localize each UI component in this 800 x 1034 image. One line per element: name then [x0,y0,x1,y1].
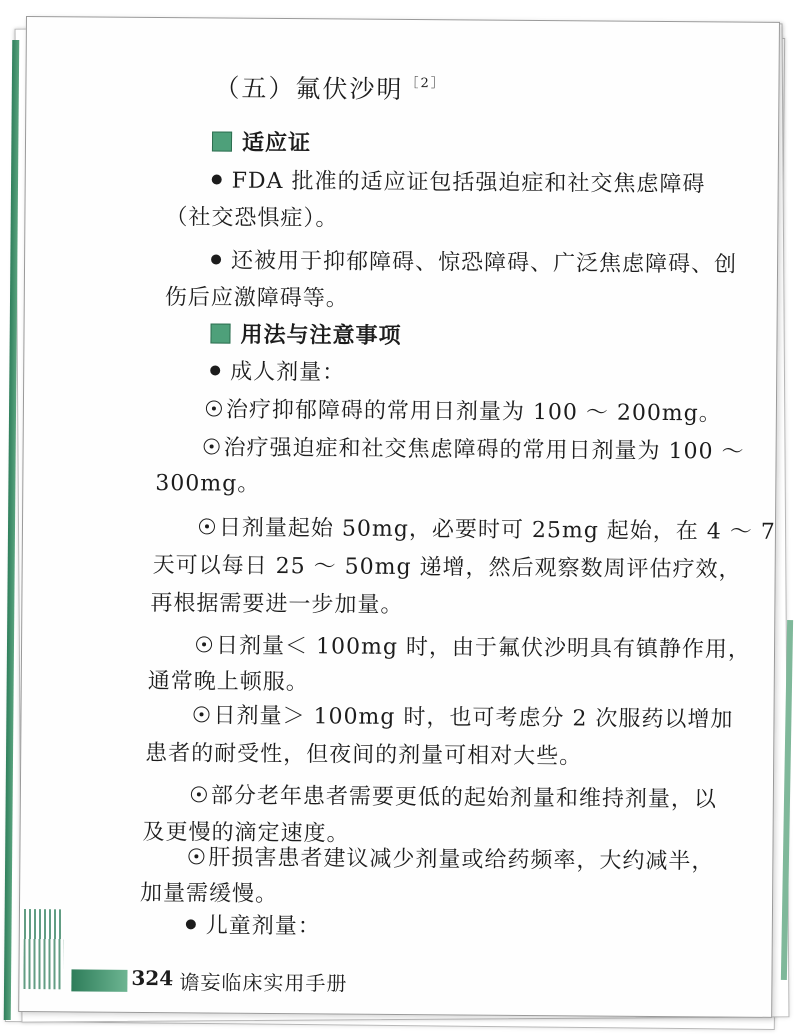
circled-dot-icon [199,518,215,534]
dose-point-4-line1: 日剂量＜ 100mg 时，由于氟伏沙明具有镇静作用， [196,628,751,663]
dose-point-1: 治疗抑郁障碍的常用日剂量为 100 ～ 200mg。 [206,392,722,427]
circled-dot-icon [204,438,220,454]
indication-item-1-line2: （社交恐惧症）。 [165,205,339,232]
dose-point-3-line3: 再根据需要进一步加量。 [150,590,404,618]
dose-point-5-line1: 日剂量＞ 100mg 时，也可考虑分 2 次服药以增加 [193,698,733,733]
document-page [18,16,780,1018]
adult-dose-label: 成人剂量： [210,354,345,386]
indication-item-2-line2: 伤后应激障碍等。 [164,285,349,312]
dose-point-3-line1: 日剂量起始 50mg，必要时可 25mg 起始，在 4 ～ 7 [199,510,776,546]
footer-green-bar [71,969,127,991]
circled-dot-icon [193,706,209,722]
circled-dot-icon [188,848,204,864]
citation-ref: ［2］ [405,75,446,92]
child-dose-label: 儿童剂量： [186,908,321,940]
dose-point-2-line1: 治疗强迫症和社交焦虑障碍的常用日剂量为 100 ～ [204,430,745,465]
square-bullet-icon [210,323,230,343]
circled-dot-icon [191,786,207,802]
indications-heading: 适应证 [212,125,311,157]
bullet-icon [211,254,221,264]
page-number: 324 [131,965,174,991]
indication-item-1-line1: FDA 批准的适应证包括强迫症和社交焦虑障碍 [212,163,706,198]
circled-dot-icon [206,400,222,416]
dose-point-2-line2: 300mg。 [155,471,261,497]
square-bullet-icon [212,131,232,151]
dose-point-5-line2: 患者的耐受性，但夜间的剂量可相对大些。 [145,740,583,770]
dose-point-7-line2: 加量需缓慢。 [140,880,279,908]
circled-dot-icon [196,636,212,652]
bullet-icon [210,365,220,375]
dose-point-6-line2: 及更慢的滴定速度。 [142,819,350,847]
running-footer-title: 谵妄临床实用手册 [179,970,348,996]
bullet-icon [186,919,196,929]
section-title: （五）氟伏沙明 $^{[2]}$ [214,73,446,104]
decorative-edge-pattern [23,909,64,989]
dose-point-4-line2: 通常晚上顿服。 [147,668,309,696]
bullet-icon [212,174,222,184]
usage-heading: 用法与注意事项 [210,317,401,349]
dose-point-6-line1: 部分老年患者需要更低的起始剂量和维持剂量，以 [191,778,717,813]
dose-point-7-line1: 肝损害患者建议减少剂量或给药频率，大约减半， [188,840,714,875]
dose-point-3-line2: 天可以每日 25 ～ 50mg 递增，然后观察数周评估疗效， [152,553,742,583]
indication-item-2-line1: 还被用于抑郁障碍、惊恐障碍、广泛焦虑障碍、创 [211,243,737,278]
